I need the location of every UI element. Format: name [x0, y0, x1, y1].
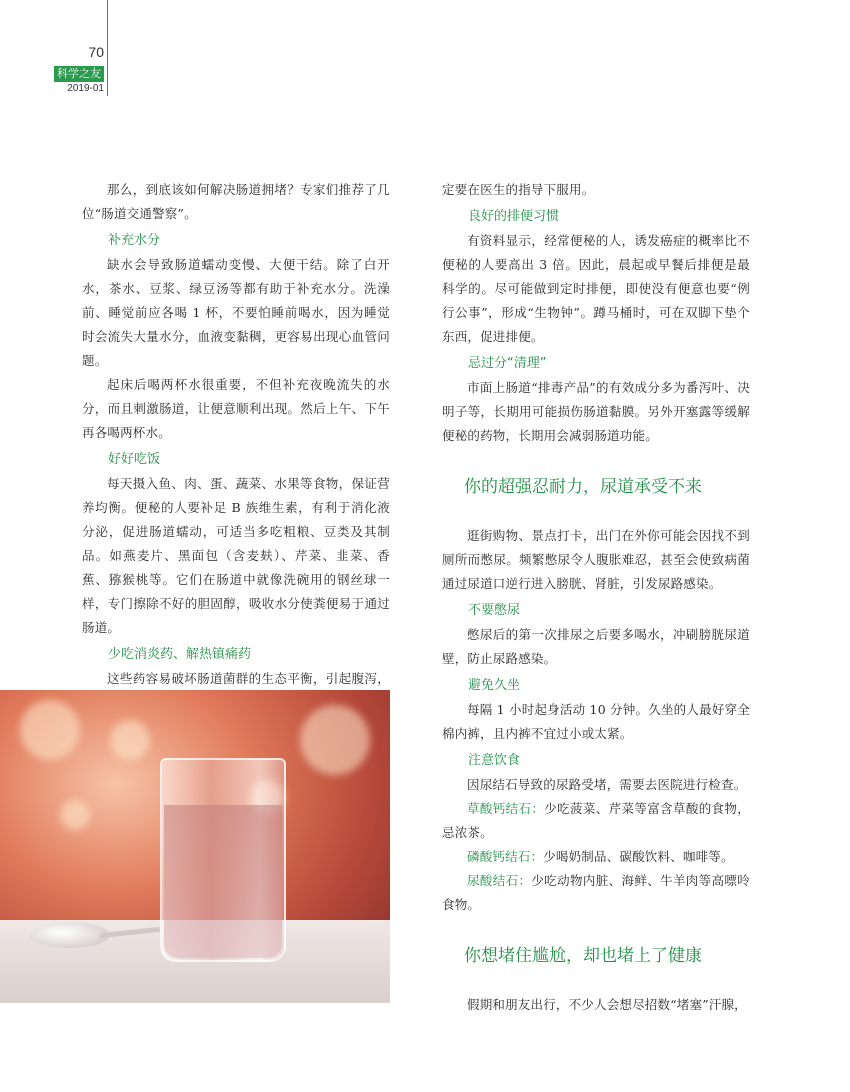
paragraph: 起床后喝两杯水很重要，不但补充夜晚流失的水分，而且刺激肠道，让便意顺利出现。然后上午、下午再各喝两杯水。 — [82, 377, 390, 440]
list-item — [442, 797, 750, 845]
right-column — [442, 178, 750, 1017]
list-text: 少喝奶制品、碳酸饮料、咖啡等。 — [543, 849, 734, 864]
subheading-habit: 良好的排便习惯 — [468, 209, 560, 224]
list-lead: 尿酸结石： — [467, 873, 532, 888]
section-title-urinary: 你的超强忍耐力，尿道承受不来 — [464, 477, 702, 497]
paragraph: 因尿结石导致的尿路受堵，需要去医院进行检查。 — [467, 777, 747, 792]
paragraph: 假期和朋友出行，不少人会想尽招数“堵塞”汗腺， — [467, 997, 747, 1012]
subheading-sitting: 避免久坐 — [468, 678, 521, 693]
list-item — [442, 869, 750, 917]
subheading-water: 补充水分 — [108, 233, 161, 248]
paragraph: 定要在医生的指导下服用。 — [442, 182, 595, 197]
list-item — [442, 845, 750, 869]
paragraph: 这些药容易破坏肠道菌群的生态平衡，引起腹泻， — [107, 671, 390, 686]
header-rule — [107, 0, 108, 96]
water-glass-photo — [0, 690, 390, 1003]
paragraph: 逛街购物、景点打卡，出门在外你可能会因找不到厕所而憋尿。频繁憋尿令人腹胀难忍，甚至会使致病菌通过尿道口逆行进入膀胱、肾脏，引发尿路感染。 — [442, 528, 750, 591]
list-text: 少吃动物内脏、海鲜、牛羊肉等高嘌呤食物。 — [442, 873, 750, 912]
paragraph: 缺水会导致肠道蠕动变慢、大便干结。除了白开水，茶水、豆浆、绿豆汤等都有助于补充水分。洗澡前、睡觉前应各喝 1 杯，不要怕睡前喝水，因为睡觉时会流失大量水分，血液变黏稠，更容易出现心血管问题。 — [82, 257, 390, 368]
subheading-hold: 不要憋尿 — [468, 603, 521, 618]
section-title-sweat: 你想堵住尴尬，却也堵上了健康 — [464, 946, 702, 966]
list-lead: 磷酸钙结石： — [467, 849, 544, 864]
subheading-diet: 注意饮食 — [468, 753, 521, 768]
left-column — [82, 178, 390, 715]
paragraph: 每天摄入鱼、肉、蛋、蔬菜、水果等食物，保证营养均衡。便秘的人要补足 B 族维生素，有利于消化液分泌，促进肠道蠕动，可适当多吃粗粮、豆类及其制品。如燕麦片、黑面包（含麦麸）、芹菜、韭菜、香蕉、猕猴桃等。它们在肠道中就像洗碗用的钢丝球一样，专门擦除不好的胆固醇，吸收水分使粪便易于通过肠道。 — [82, 476, 390, 635]
list-lead: 草酸钙结石： — [467, 801, 545, 816]
paragraph: 憋尿后的第一次排尿之后要多喝水，冲刷膀胱尿道壁，防止尿路感染。 — [442, 627, 750, 666]
subheading-cleanse: 忌过分“清理” — [468, 356, 547, 371]
intro-paragraph: 那么，到底该如何解决肠道拥堵？专家们推荐了几位“肠道交通警察”。 — [82, 182, 390, 221]
paragraph: 有资料显示，经常便秘的人，诱发癌症的概率比不便秘的人要高出 3 倍。因此，晨起或早餐后排便是最科学的。尽可能做到定时排便，即使没有便意也要“例行公事”，形成“生物钟”。蹲马桶时，可在双脚下垫个东西，促进排便。 — [442, 233, 750, 344]
paragraph: 每隔 1 小时起身活动 10 分钟。久坐的人最好穿全棉内裤，且内裤不宜过小或太紧。 — [442, 702, 750, 741]
issue-date: 2019-01 — [67, 83, 104, 94]
subheading-eat: 好好吃饭 — [108, 452, 161, 467]
subheading-drugs: 少吃消炎药、解热镇痛药 — [108, 647, 252, 662]
page-number: 70 — [88, 44, 104, 60]
list-text: 少吃菠菜、芹菜等富含草酸的食物，忌浓茶。 — [442, 801, 751, 840]
magazine-name: 科学之友 — [54, 66, 104, 82]
paragraph: 市面上肠道“排毒产品”的有效成分多为番泻叶、决明子等，长期用可能损伤肠道黏膜。另外开塞露等缓解便秘的药物，长期用会减弱肠道功能。 — [442, 380, 750, 443]
